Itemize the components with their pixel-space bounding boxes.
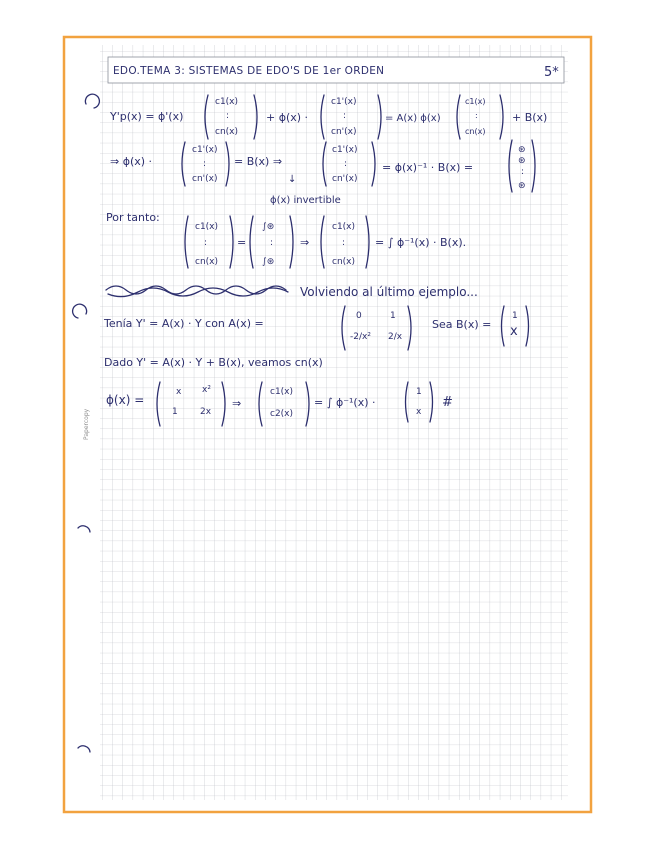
- l2-mid: = B(x) ⇒: [234, 155, 283, 168]
- l1-m3-c: cn(x): [465, 127, 486, 136]
- l1-eq: = A(x) ɸ(x): [385, 113, 441, 124]
- l2-m3-c: :: [521, 167, 525, 177]
- l3-m2-a: ∫⊛: [262, 222, 275, 232]
- l7-rhs: = ∫ ɸ⁻¹(x) ·: [314, 396, 376, 409]
- l1-m3-a: c1(x): [465, 97, 486, 106]
- l2-m2-a: c1'(x): [332, 145, 358, 155]
- l5-a21: -2/x²: [350, 332, 371, 342]
- l2-m2-b: :: [344, 159, 348, 169]
- l3-m2-c: ∫⊛: [262, 257, 275, 267]
- l7-end: #: [442, 395, 453, 410]
- l1-tail: + B(x): [512, 111, 548, 124]
- l6-text: Dado Y' = A(x) · Y + B(x), veamos cn(x): [104, 356, 323, 369]
- l1-lhs: Y'p(x) = ɸ'(x): [110, 110, 184, 123]
- l1-m2-b: :: [343, 111, 347, 121]
- l3-m1-c: cn(x): [195, 257, 219, 267]
- l3-rhs: = ∫ ɸ⁻¹(x) · B(x).: [375, 236, 467, 249]
- l5-a12: 1: [390, 311, 396, 321]
- l3-m1-b: :: [204, 238, 208, 248]
- l7-m11: x: [176, 387, 182, 397]
- l5-a22: 2/x: [388, 332, 403, 342]
- l2-lhs: ⇒ ɸ(x) ·: [110, 155, 153, 168]
- down-arrow: ↓: [288, 174, 297, 185]
- l7-c2: c2(x): [270, 409, 294, 419]
- grid-area: [100, 45, 568, 800]
- l7-m12: x²: [202, 385, 211, 395]
- l5-a11: 0: [356, 311, 362, 321]
- l1-m3-b: :: [475, 111, 478, 120]
- l5-b1: 1: [512, 311, 518, 321]
- l2-m3-a: ⊛: [518, 145, 526, 155]
- header-title: EDO.TEMA 3: SISTEMAS DE EDO'S DE 1er ORDEN: [113, 65, 385, 77]
- margin-label: Papercopy: [83, 408, 90, 440]
- l7-lhs: ɸ(x) =: [106, 393, 145, 407]
- l1-plus: + ɸ(x) ·: [266, 111, 309, 124]
- l1-m1-a: c1(x): [215, 97, 239, 107]
- header: [108, 57, 564, 83]
- l7-c1: c1(x): [270, 387, 294, 397]
- l3-m1-a: c1(x): [195, 222, 219, 232]
- l7-v2: x: [416, 407, 422, 417]
- l7-m22: 2x: [200, 407, 212, 417]
- l3-implies: ⇒: [300, 236, 310, 249]
- equation-line-6: [104, 356, 323, 369]
- l2-m2-c: cn'(x): [332, 174, 358, 184]
- l7-v1: 1: [416, 387, 422, 397]
- l2-m1-b: :: [203, 159, 207, 169]
- l1-m2-a: c1'(x): [331, 97, 357, 107]
- l5-b2: x: [510, 324, 518, 339]
- l2-m1-a: c1'(x): [192, 145, 218, 155]
- l2-note: ɸ(x) invertible: [270, 195, 341, 206]
- l3-m3-c: cn(x): [332, 257, 356, 267]
- l3-m3-a: c1(x): [332, 222, 356, 232]
- l2-m1-c: cn'(x): [192, 174, 218, 184]
- page-number: 5*: [544, 65, 559, 80]
- l3-label: Por tanto:: [106, 211, 160, 224]
- l7-m21: 1: [172, 407, 178, 417]
- l3-eq-1: =: [237, 236, 247, 249]
- l2-rhs: = ɸ(x)⁻¹ · B(x) =: [382, 161, 474, 174]
- l2-m3-b: ⊛: [518, 156, 526, 166]
- l1-m2-c: cn'(x): [331, 127, 357, 137]
- l5-sea: Sea B(x) =: [432, 318, 492, 331]
- l4-text: Volviendo al último ejemplo...: [300, 285, 478, 299]
- l3-m2-b: :: [270, 238, 274, 248]
- l3-m3-b: :: [342, 238, 346, 248]
- l1-m1-b: :: [226, 111, 230, 121]
- l2-m3-d: ⊛: [518, 181, 526, 191]
- l5-text: Tenía Y' = A(x) · Y con A(x) =: [104, 317, 264, 330]
- l7-arrow: ⇒: [232, 397, 242, 410]
- l1-m1-c: cn(x): [215, 127, 239, 137]
